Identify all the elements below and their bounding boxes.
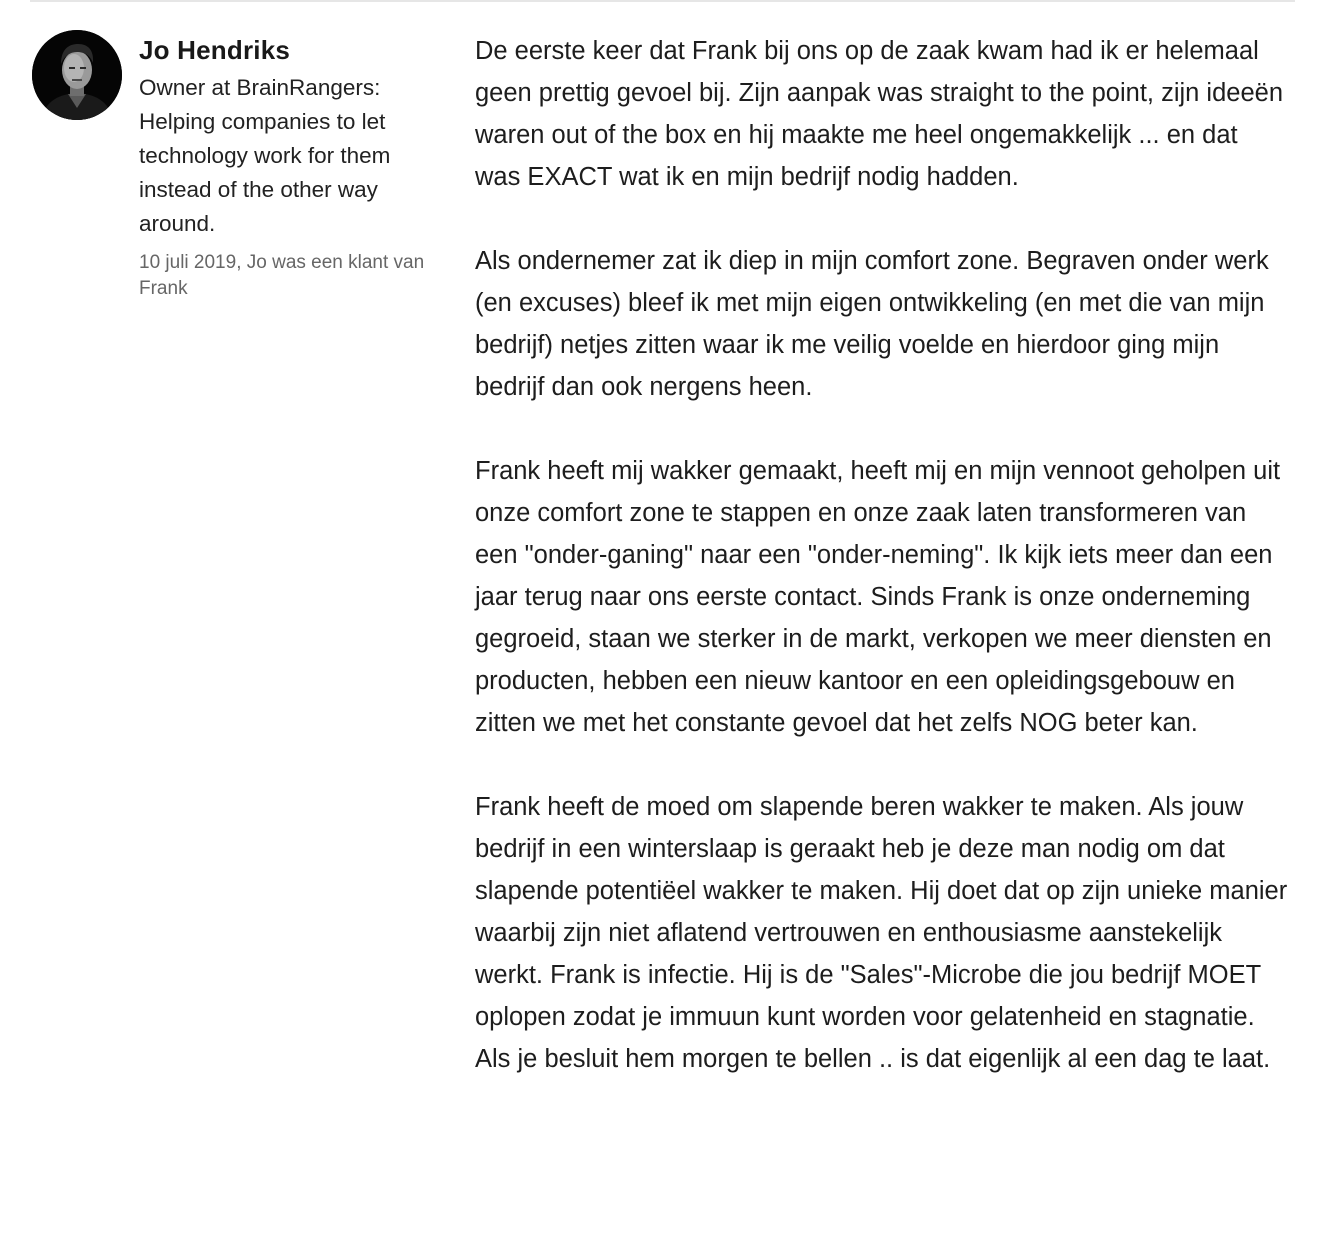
recommendation-paragraph: Frank heeft mij wakker gemaakt, heeft mij en mijn vennoot geholpen uit onze comfort zone te stappen en onze zaak laten transformeren van een "onder-ganing" naar een "onder-neming". Ik kijk iets meer dan een jaar terug naar ons eerste contact. Sinds Frank is onze onderneming gegroeid, staan we sterker in de markt, verkopen we meer diensten en producten, hebben een nieuw kantoor en een opleidingsgebouw en zitten we met het constante gevoel dat het zelfs NOG beter kan. — [475, 457, 1281, 737]
recommendation-meta: 10 juli 2019, Jo was een klant van Frank — [139, 252, 425, 299]
avatar[interactable] — [32, 30, 122, 120]
author-info — [139, 30, 444, 302]
author-headline: Owner at BrainRangers: Helping companies to let technology work for them instead of the other way around. — [139, 75, 391, 236]
recommendation-paragraph: De eerste keer dat Frank bij ons op de zaak kwam had ik er helemaal geen prettig gevoel bij. Zijn aanpak was straight to the point, zijn ideeën waren out of the box en hij maakte me heel ongemakkelijk ... en dat was EXACT wat ik en mijn bedrijf nodig hadden. — [475, 37, 1284, 191]
recommendation-paragraph: Als ondernemer zat ik diep in mijn comfort zone. Begraven onder werk (en excuses) bleef ik met mijn eigen ontwikkeling (en met die van mijn bedrijf) netjes zitten waar ik me veilig voelde en hierdoor ging mijn bedrijf dan ook nergens heen. — [475, 247, 1269, 401]
recommendation-paragraph: Frank heeft de moed om slapende beren wakker te maken. Als jouw bedrijf in een winterslaap is geraakt heb je deze man nodig om dat slapende potentiëel wakker te maken. Hij doet dat op zijn unieke manier waarbij zijn niet aflatend vertrouwen en enthousiasme aanstekelijk werkt. Frank is infectie. Hij is de "Sales"-Microbe die jou bedrijf MOET oplopen zodat je immuun kunt worden voor gelatenheid en stagnatie. Als je besluit hem morgen te bellen .. is dat eigenlijk al een dag te laat. — [475, 793, 1288, 1073]
recommendation-text — [475, 30, 1290, 1122]
avatar-photo — [32, 30, 122, 120]
author-name[interactable]: Jo Hendriks — [139, 35, 291, 65]
